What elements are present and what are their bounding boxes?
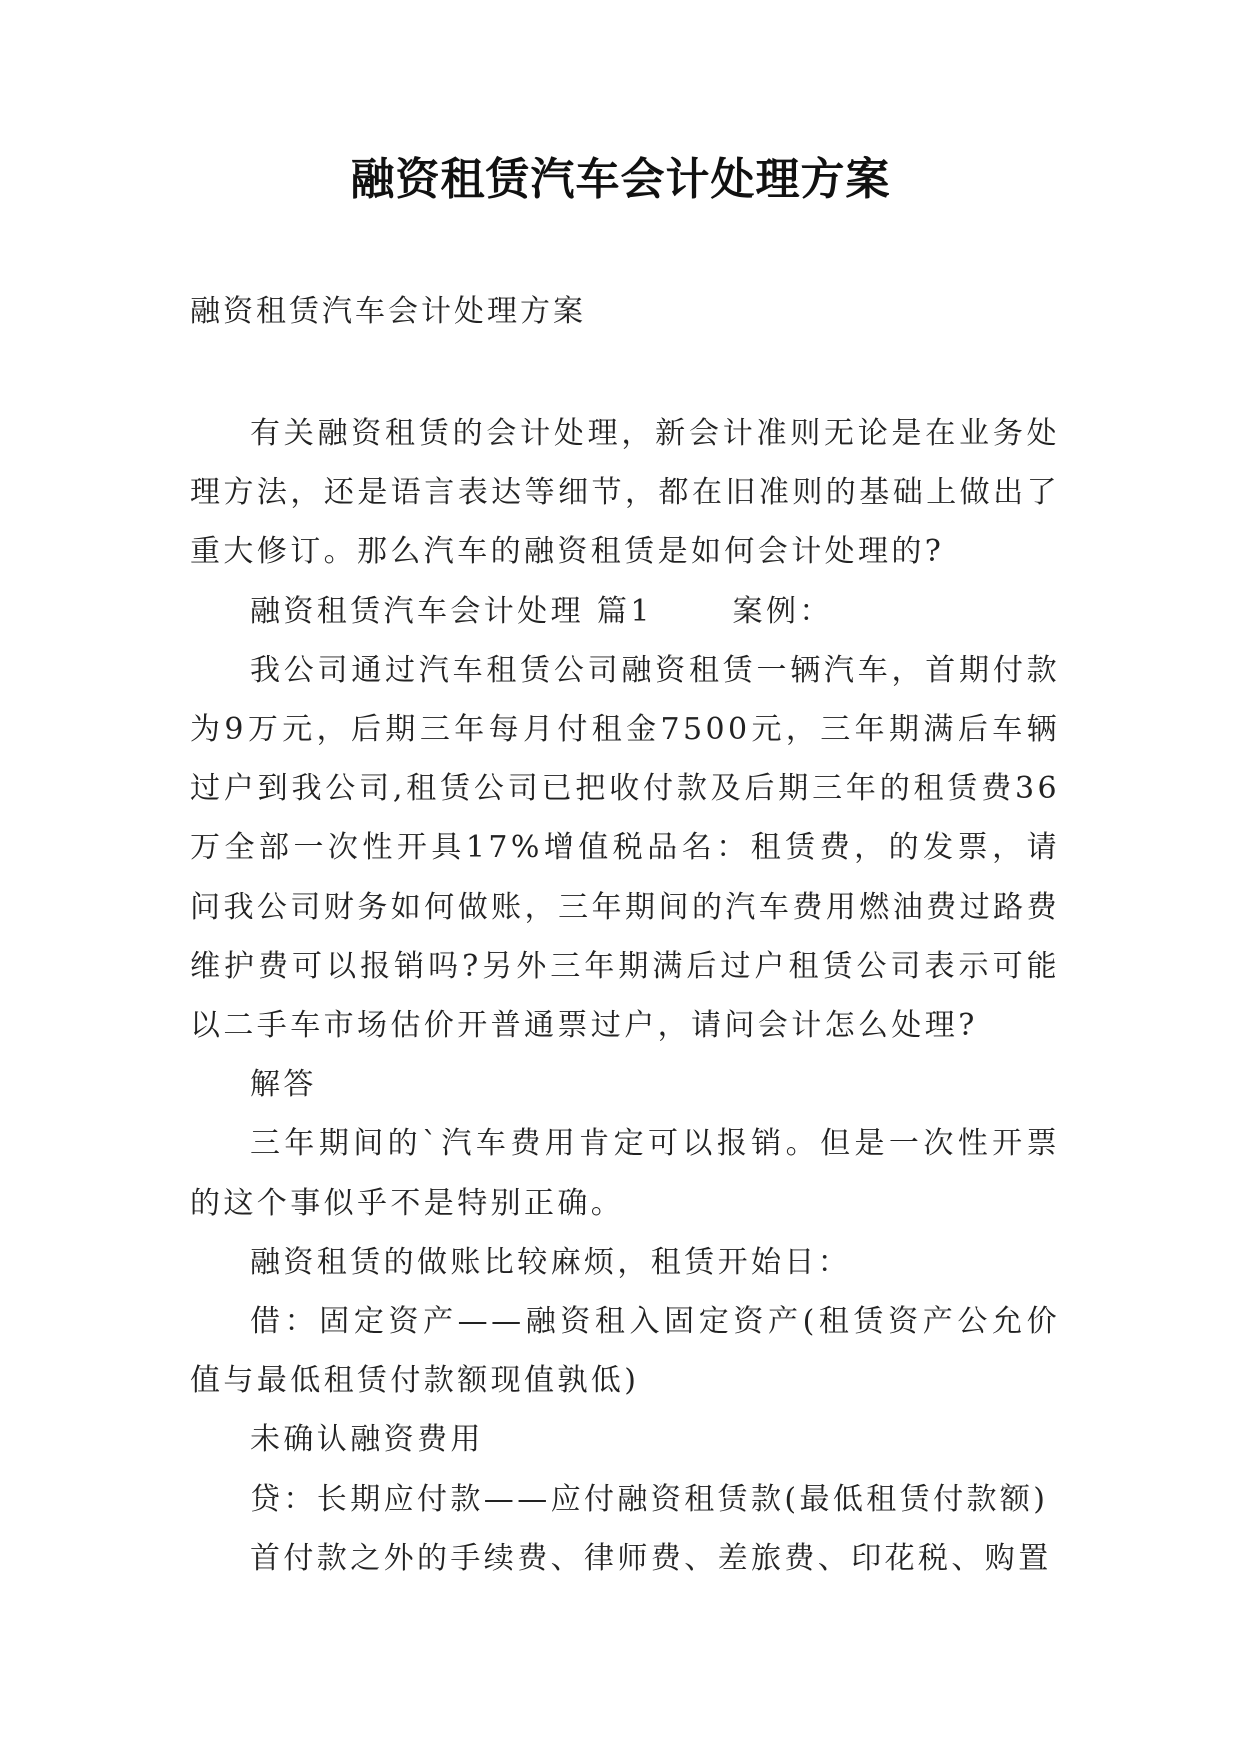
paragraph-lease-start: 融资租赁的做账比较麻烦，租赁开始日： bbox=[250, 1244, 852, 1280]
document-subtitle: 融资租赁汽车会计处理方案 bbox=[190, 294, 586, 329]
paragraph-debit: 借：固定资产——融资租入固定资产(租赁资产公允价值与最低租赁付款额现值孰低) bbox=[190, 1304, 1060, 1399]
paragraph-intro: 有关融资租赁的会计处理，新会计准则无论是在业务处理方法，还是语言表达等细节，都在旧准则的基础上做出了重大修订。那么汽车的融资租赁是如何会计处理的? bbox=[190, 416, 1060, 570]
document-body bbox=[190, 404, 1060, 1588]
paragraph-credit: 贷：长期应付款——应付融资租赁款(最低租赁付款额) bbox=[250, 1481, 1049, 1517]
paragraph-case-heading: 融资租赁汽车会计处理 篇1 案例： bbox=[250, 593, 833, 629]
paragraph-case: 我公司通过汽车租赁公司融资租赁一辆汽车，首期付款为9万元，后期三年每月付租金7500元，三年期满后车辆过户到我公司,租赁公司已把收付款及后期三年的租赁费36万全部一次性开具17%增值税品名：租赁费，的发票，请问我公司财务如何做账，三年期间的汽车费用燃油费过路费维护费可以报销吗?另外三年期满后过户租赁公司表示可能以二手车市场估价开普通票过户，请问会计怎么处理? bbox=[190, 652, 1060, 1044]
paragraph-fees: 首付款之外的手续费、律师费、差旅费、印花税、购置 bbox=[250, 1540, 1052, 1576]
paragraph-unrecognized-fee: 未确认融资费用 bbox=[250, 1422, 484, 1458]
paragraph-answer: 三年期间的`汽车费用肯定可以报销。但是一次性开票的这个事似乎不是特别正确。 bbox=[190, 1126, 1060, 1221]
paragraph-answer-heading: 解答 bbox=[250, 1067, 317, 1103]
document-title: 融资租赁汽车会计处理方案 bbox=[350, 154, 891, 205]
